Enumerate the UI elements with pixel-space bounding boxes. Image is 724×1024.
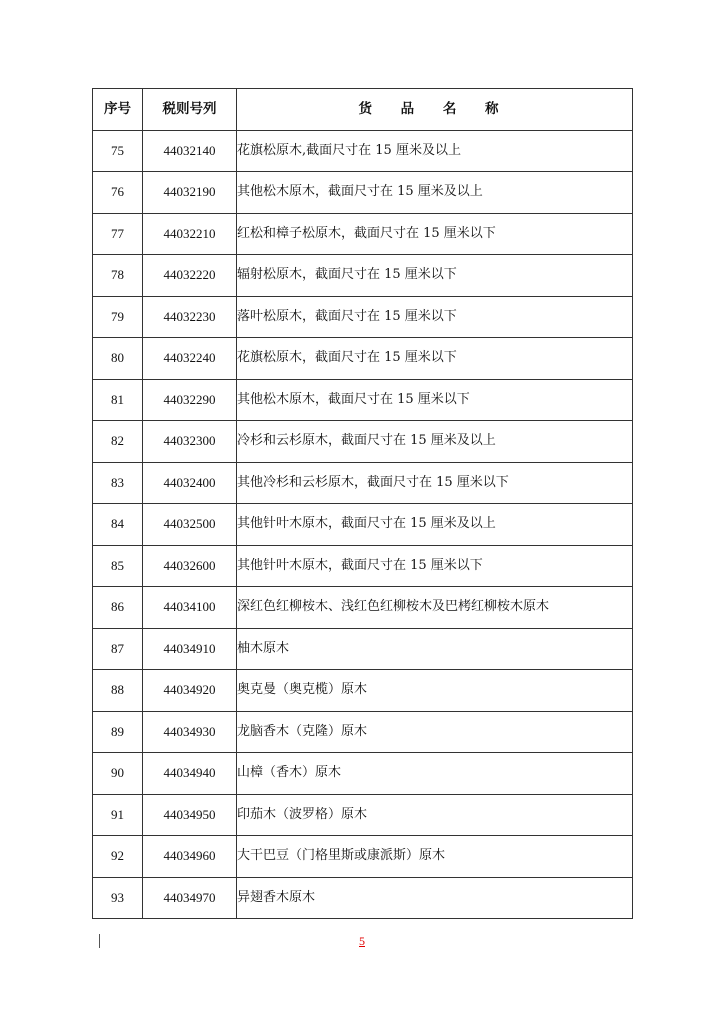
- row-tariff-code: 44034100: [143, 587, 237, 629]
- row-seq: 87: [93, 628, 143, 670]
- table-row: [93, 670, 633, 712]
- row-goods-name: 冷杉和云杉原木，截面尺寸在 15 厘米及以上: [237, 421, 633, 463]
- table-row: [93, 794, 633, 836]
- row-goods-name: 花旗松原木,截面尺寸在 15 厘米及以上: [237, 130, 633, 172]
- row-seq: 80: [93, 338, 143, 380]
- table-row: [93, 877, 633, 919]
- row-seq: 86: [93, 587, 143, 629]
- row-tariff-code: 44034910: [143, 628, 237, 670]
- row-tariff-code: 44034940: [143, 753, 237, 795]
- table-header: [93, 89, 633, 131]
- row-tariff-code: 44034960: [143, 836, 237, 878]
- row-tariff-code: 44034920: [143, 670, 237, 712]
- row-seq: 75: [93, 130, 143, 172]
- row-tariff-code: 44032210: [143, 213, 237, 255]
- row-goods-name: 深红色红柳桉木、浅红色红柳桉木及巴栲红柳桉木原木: [237, 587, 633, 629]
- page-number: 5: [359, 934, 365, 948]
- row-tariff-code: 44032140: [143, 130, 237, 172]
- table-row: [93, 462, 633, 504]
- row-tariff-code: 44032300: [143, 421, 237, 463]
- row-tariff-code: 44032400: [143, 462, 237, 504]
- row-tariff-code: 44032600: [143, 545, 237, 587]
- row-goods-name: 异翅香木原木: [237, 877, 633, 919]
- table-row: [93, 296, 633, 338]
- row-seq: 88: [93, 670, 143, 712]
- row-seq: 85: [93, 545, 143, 587]
- row-tariff-code: 44032240: [143, 338, 237, 380]
- row-seq: 77: [93, 213, 143, 255]
- table-row: [93, 213, 633, 255]
- row-seq: 83: [93, 462, 143, 504]
- row-seq: 90: [93, 753, 143, 795]
- row-goods-name: 其他针叶木原木，截面尺寸在 15 厘米以下: [237, 545, 633, 587]
- row-tariff-code: 44032500: [143, 504, 237, 546]
- table-row: [93, 545, 633, 587]
- row-tariff-code: 44032290: [143, 379, 237, 421]
- table-row: [93, 587, 633, 629]
- row-goods-name: 其他松木原木，截面尺寸在 15 厘米以下: [237, 379, 633, 421]
- table-row: [93, 753, 633, 795]
- table-row: [93, 130, 633, 172]
- row-goods-name: 柚木原木: [237, 628, 633, 670]
- row-tariff-code: 44032220: [143, 255, 237, 297]
- goods-table: [92, 88, 633, 919]
- row-tariff-code: 44034970: [143, 877, 237, 919]
- row-goods-name: 奥克曼（奥克榄）原木: [237, 670, 633, 712]
- table-body: [93, 130, 633, 919]
- row-goods-name: 红松和樟子松原木，截面尺寸在 15 厘米以下: [237, 213, 633, 255]
- row-goods-name: 花旗松原木，截面尺寸在 15 厘米以下: [237, 338, 633, 380]
- row-goods-name: 其他松木原木，截面尺寸在 15 厘米及以上: [237, 172, 633, 214]
- row-seq: 76: [93, 172, 143, 214]
- row-goods-name: 其他针叶木原木，截面尺寸在 15 厘米及以上: [237, 504, 633, 546]
- row-goods-name: 山樟（香木）原木: [237, 753, 633, 795]
- row-seq: 93: [93, 877, 143, 919]
- table-row: [93, 628, 633, 670]
- table-row: [93, 504, 633, 546]
- footer-margin-bar: [99, 934, 100, 948]
- header-tariff-code: 税则号列: [143, 89, 237, 131]
- row-tariff-code: 44032190: [143, 172, 237, 214]
- row-tariff-code: 44034930: [143, 711, 237, 753]
- table-row: [93, 338, 633, 380]
- row-goods-name: 龙脑香木（克隆）原木: [237, 711, 633, 753]
- row-goods-name: 落叶松原木，截面尺寸在 15 厘米以下: [237, 296, 633, 338]
- row-seq: 79: [93, 296, 143, 338]
- row-seq: 81: [93, 379, 143, 421]
- table-row: [93, 836, 633, 878]
- table-row: [93, 711, 633, 753]
- header-seq: 序号: [93, 89, 143, 131]
- row-seq: 89: [93, 711, 143, 753]
- row-seq: 78: [93, 255, 143, 297]
- header-goods-name: 货 品 名 称: [237, 89, 633, 131]
- row-seq: 92: [93, 836, 143, 878]
- header-row: [93, 89, 633, 131]
- row-goods-name: 辐射松原木，截面尺寸在 15 厘米以下: [237, 255, 633, 297]
- row-goods-name: 其他冷杉和云杉原木，截面尺寸在 15 厘米以下: [237, 462, 633, 504]
- table-row: [93, 379, 633, 421]
- row-goods-name: 印茄木（波罗格）原木: [237, 794, 633, 836]
- table-row: [93, 172, 633, 214]
- row-seq: 82: [93, 421, 143, 463]
- row-tariff-code: 44034950: [143, 794, 237, 836]
- table-row: [93, 421, 633, 463]
- row-seq: 91: [93, 794, 143, 836]
- table-row: [93, 255, 633, 297]
- row-seq: 84: [93, 504, 143, 546]
- row-goods-name: 大干巴豆（门格里斯或康派斯）原木: [237, 836, 633, 878]
- row-tariff-code: 44032230: [143, 296, 237, 338]
